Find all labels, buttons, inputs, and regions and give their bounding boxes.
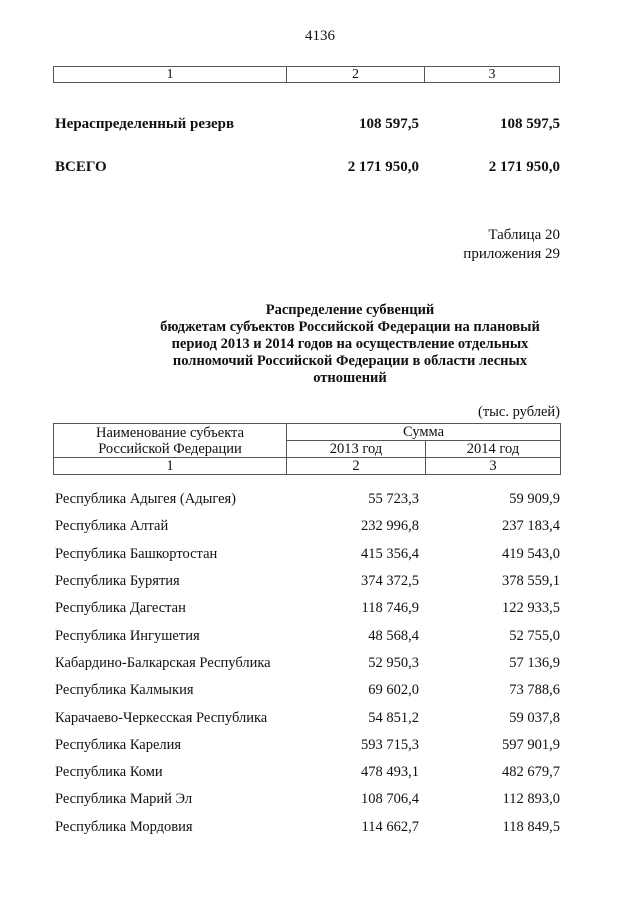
table-row [55,595,560,622]
value-2013: 54 851,2 [368,709,419,726]
header-col-number-2: 2 [287,458,426,475]
page-number: 4136 [305,28,335,44]
summary-row-value-2014: 2 171 950,0 [488,159,560,175]
region-name: Республика Башкортостан [55,545,218,562]
value-2013: 52 950,3 [368,654,419,671]
region-name: Республика Ингушетия [55,627,200,644]
table-row [55,541,560,568]
summary-row-value-2014: 108 597,5 [500,116,560,132]
table-row [55,486,560,513]
title-line: период 2013 и 2014 годов на осуществление отдельных [171,336,529,352]
title-line: Распределение субвенций [265,302,435,318]
header-year-2013: 2013 год [287,441,426,458]
summary-row-reserve [55,116,560,133]
value-2014: 482 679,7 [502,764,560,781]
table-row [55,786,560,813]
header-year-2014: 2014 год [426,441,561,458]
value-2013: 48 568,4 [368,627,419,644]
value-2014: 57 136,9 [509,654,560,671]
value-2014: 597 901,9 [502,736,560,753]
value-2013: 69 602,0 [368,682,419,699]
value-2014: 59 909,9 [509,491,560,508]
document-title [80,302,620,387]
continuation-header-row [53,66,560,83]
value-2014: 237 183,4 [502,518,560,535]
table-row [55,814,560,841]
value-2013: 114 662,7 [361,818,419,835]
value-2014: 118 849,5 [502,818,560,835]
continuation-header-col3: 3 [488,67,496,82]
summary-row-name: Нераспределенный резерв [55,116,235,132]
title-line: полномочий Российской Федерации в области лесных [172,353,528,369]
value-2013: 232 996,8 [361,518,419,535]
region-name: Республика Дагестан [55,600,186,617]
table-header [53,423,561,475]
units-label: (тыс. рублей) [478,404,560,420]
title-line: бюджетам субъектов Российской Федерации на плановый [160,319,540,335]
table-row [55,759,560,786]
region-name: Республика Коми [55,764,163,781]
table-row [55,622,560,649]
header-name-cell [54,424,287,458]
value-2013: 118 746,9 [361,600,419,617]
table-row [55,677,560,704]
continuation-header-col2: 2 [287,67,425,82]
value-2013: 593 715,3 [361,736,419,753]
region-name: Республика Алтай [55,518,169,535]
header-col-number-3: 3 [426,458,561,475]
region-name: Республика Марий Эл [55,791,193,808]
value-2014: 419 543,0 [502,545,560,562]
region-name: Республика Мордовия [55,818,193,835]
region-name: Республика Адыгея (Адыгея) [55,491,237,508]
summary-row-value-2013: 2 171 950,0 [347,159,419,175]
value-2013: 55 723,3 [368,491,419,508]
value-2014: 112 893,0 [502,791,560,808]
continuation-header-col1: 1 [54,67,287,82]
table-label-number: Таблица 20 [488,227,560,243]
value-2014: 122 933,5 [502,600,560,617]
table-label [463,226,560,264]
value-2013: 108 706,4 [361,791,419,808]
table-row [55,513,560,540]
table-row [55,650,560,677]
summary-row-name: ВСЕГО [55,159,107,175]
table-row [55,704,560,731]
header-col-number-1: 1 [54,458,287,475]
value-2013: 374 372,5 [361,573,419,590]
region-name: Карачаево-Черкесская Республика [55,709,268,726]
summary-row-value-2013: 108 597,5 [359,116,419,132]
table-row [55,732,560,759]
value-2014: 59 037,8 [509,709,560,726]
title-line: отношений [313,370,387,386]
value-2014: 52 755,0 [509,627,560,644]
value-2014: 378 559,1 [502,573,560,590]
region-name: Республика Бурятия [55,573,180,590]
header-name-line2: Российской Федерации [98,440,242,457]
summary-row-total [55,159,560,176]
header-sum: Сумма [287,424,561,441]
value-2013: 478 493,1 [361,764,419,781]
region-name: Кабардино-Балкарская Республика [55,654,271,671]
table-row [55,568,560,595]
header-name-line1: Наименование субъекта [95,424,245,441]
region-name: Республика Карелия [55,736,182,753]
value-2014: 73 788,6 [509,682,560,699]
region-name: Республика Калмыкия [55,682,194,699]
table-label-appendix: приложения 29 [463,246,560,262]
table-body [55,486,560,841]
value-2013: 415 356,4 [361,545,419,562]
